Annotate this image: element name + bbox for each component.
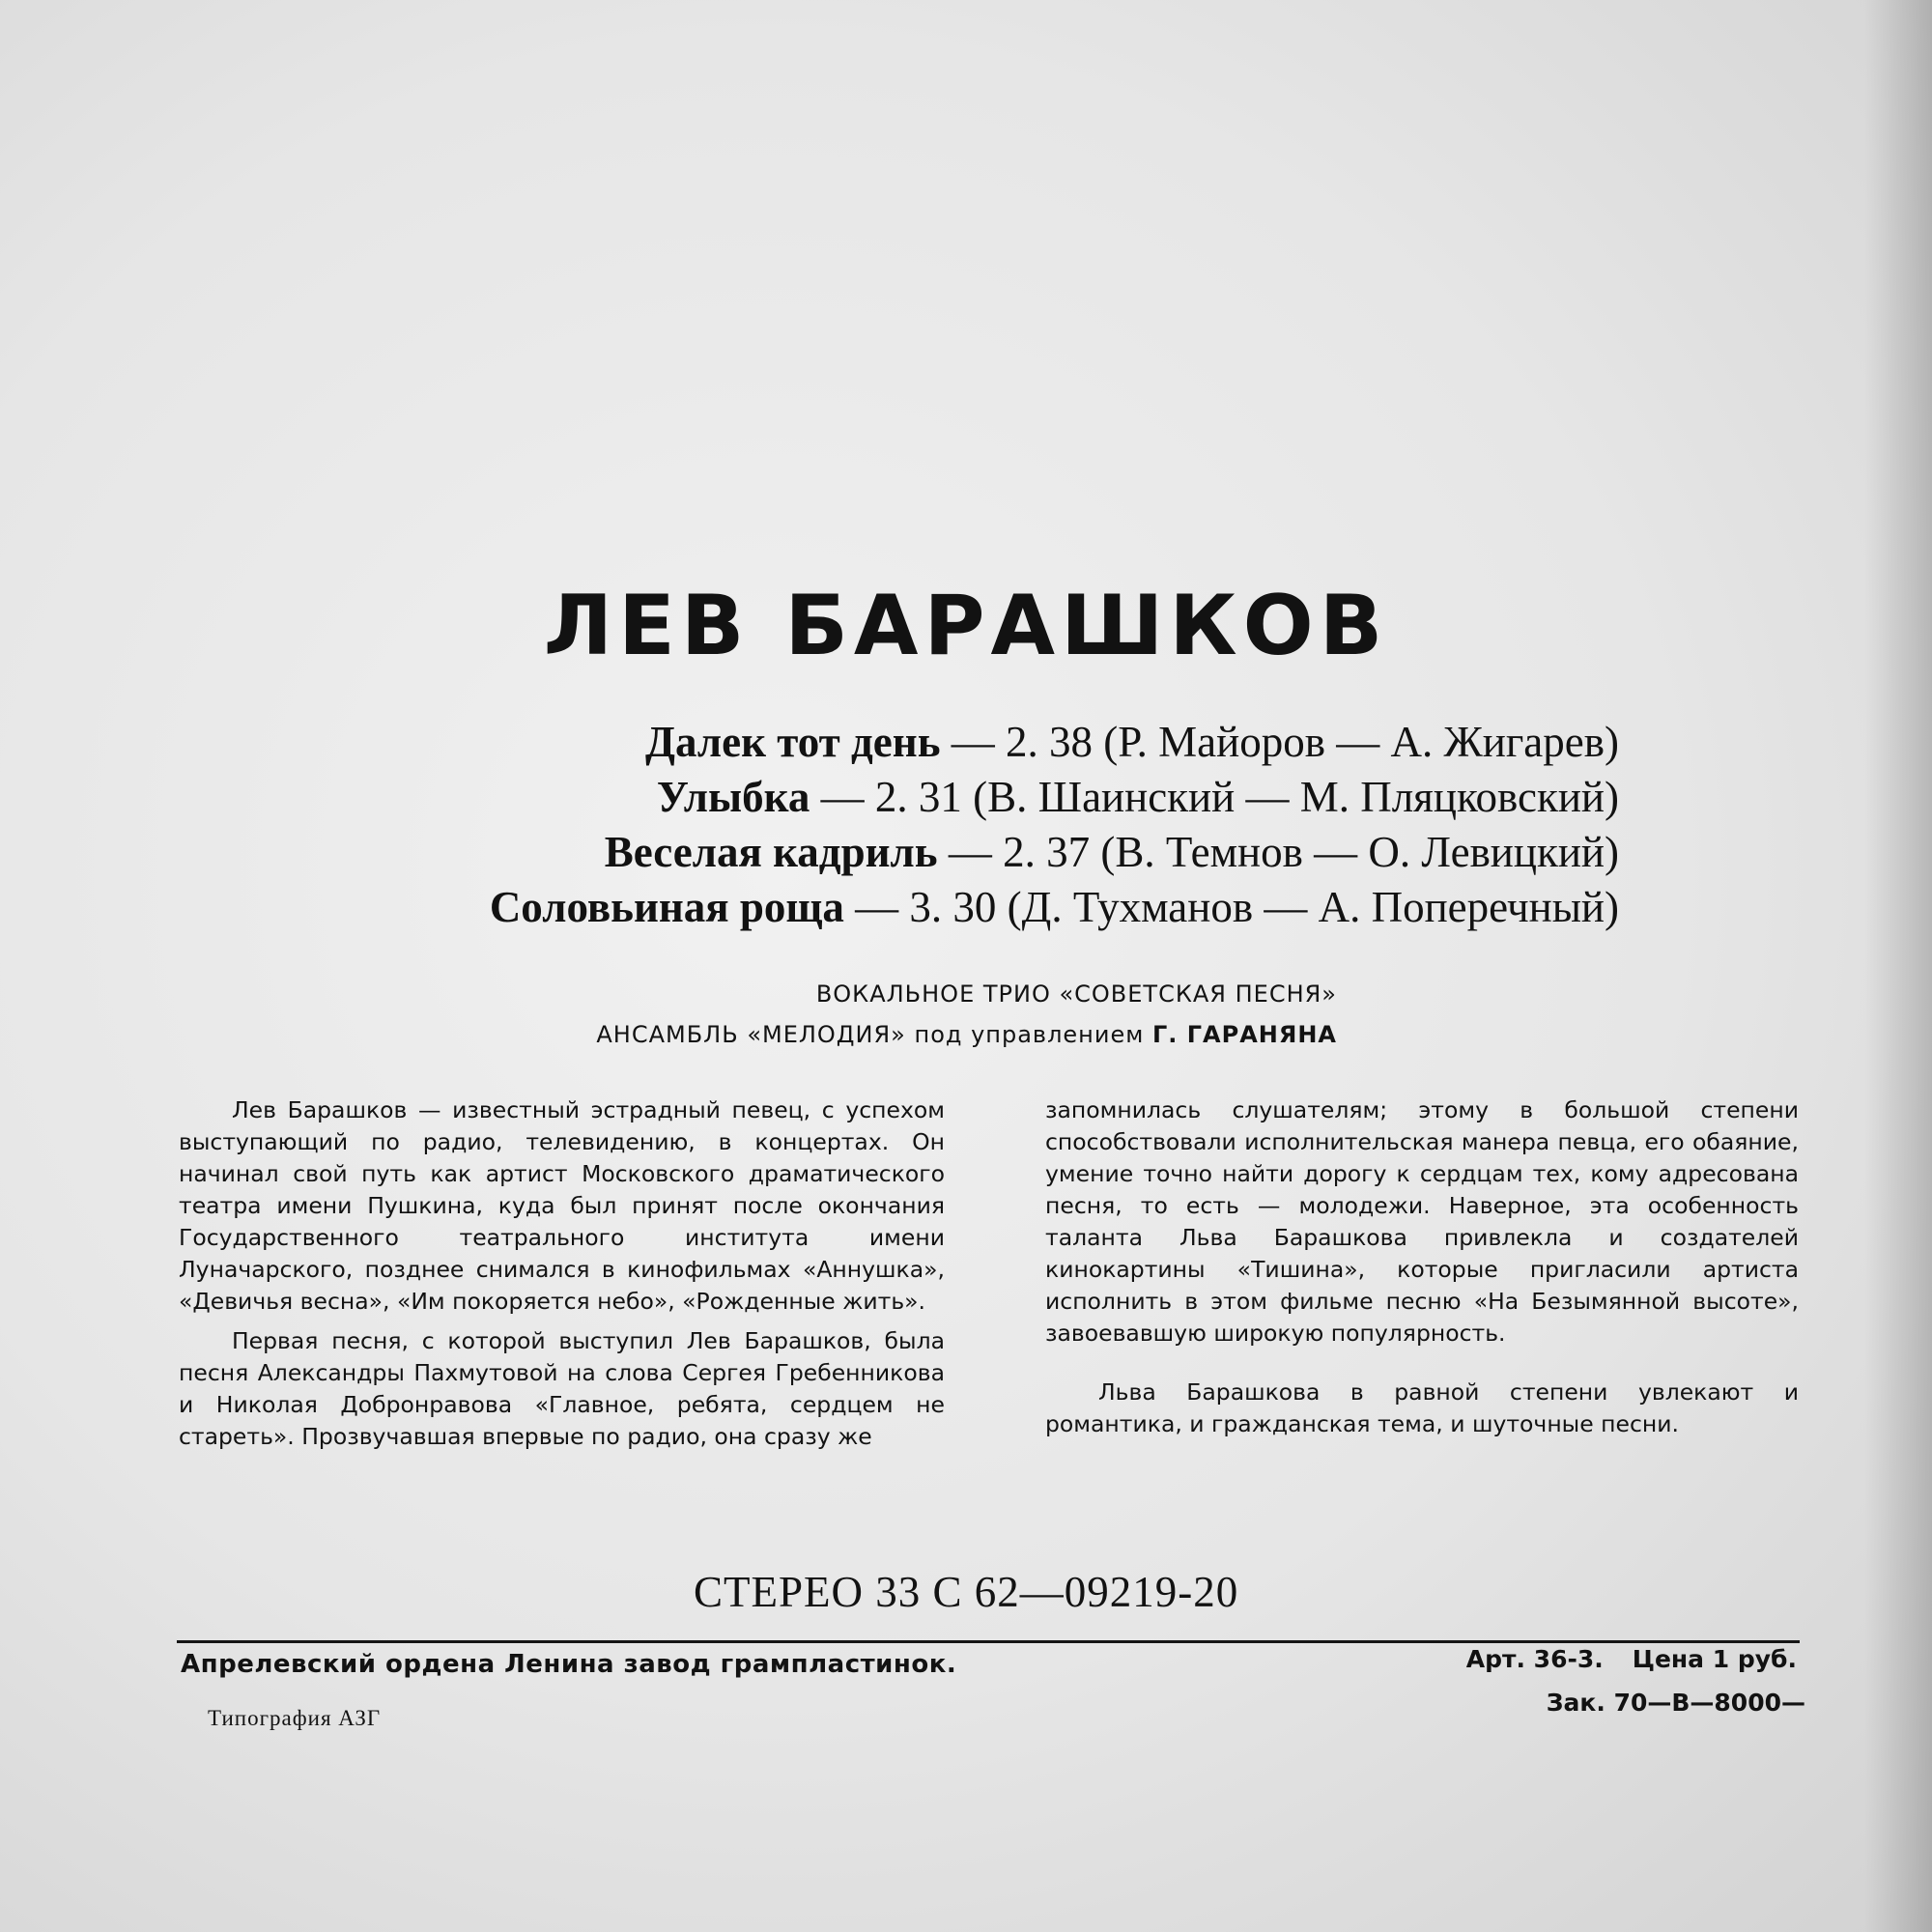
track-list: [0, 715, 1619, 935]
track-details: — 2. 37 (В. Темнов — О. Левицкий): [937, 828, 1619, 876]
track-title: Далек тот день: [645, 718, 941, 766]
ensemble-text: АНСАМБЛЬ «МЕЛОДИЯ» под управлением: [596, 1021, 1152, 1048]
liner-notes-right-column: [1045, 1094, 1799, 1440]
vocal-trio-line: ВОКАЛЬНОЕ ТРИО «СОВЕТСКАЯ ПЕСНЯ»: [815, 980, 1337, 1008]
order-number: Зак. 70—В—8000—: [1546, 1689, 1805, 1717]
track-details: — 2. 38 (Р. Майоров — А. Жигарев): [940, 718, 1619, 766]
track-item: [0, 880, 1619, 935]
conductor-name: Г. ГАРАНЯНА: [1151, 1021, 1337, 1048]
artist-title: ЛЕВ БАРАШКОВ: [543, 578, 1389, 674]
track-title: Улыбка: [656, 773, 810, 821]
printer-name: Типография АЗГ: [208, 1706, 382, 1730]
performers-credit: [0, 974, 1337, 1055]
liner-paragraph: Льва Барашкова в равной степени увлекают и романтика, и гражданская тема, и шуточные песни.: [1045, 1378, 1799, 1437]
track-item: [0, 770, 1619, 825]
track-title: Веселая кадриль: [604, 828, 938, 876]
price: Цена 1 руб.: [1632, 1645, 1797, 1673]
liner-paragraph: Лев Барашков — известный эстрадный певец, с успехом выступающий по радио, телевидению, в концертах. Он начинал свой путь как артист Московского драматического театра имени Пушкина, куда был принят после окончания Государственного театрального института имени Луначарского, позднее снимался в кинофильмах «Аннушка», «Девичья весна», «Им покоряется небо», «Рожденные жить».: [179, 1096, 945, 1315]
ensemble-line: [0, 1014, 1337, 1055]
factory-name: Апрелевский ордена Ленина завод грампластинок.: [181, 1650, 957, 1679]
track-title: Соловьиная роща: [489, 883, 844, 931]
track-item: [0, 715, 1619, 770]
catalog-number: СТЕРЕО 33 С 62—09219-20: [694, 1568, 1239, 1616]
liner-paragraph: запомнилась слушателям; этому в большой степени способствовали исполнительская манера певца, его обаяние, умение точно найти дорогу к сердцам тех, кому адресована песня, то есть — молодежи. Наверное, эта особенность таланта Льва Барашкова привлекла и создателей кинокартины «Тишина», которые пригласили артиста исполнить в этом фильме песню «На Безымянной высоте», завоевавшую широкую популярность.: [1045, 1096, 1799, 1347]
liner-notes-left-column: [179, 1094, 945, 1453]
article-price: [1466, 1642, 1797, 1677]
track-details: — 2. 31 (В. Шаинский — М. Пляцковский): [810, 773, 1619, 821]
track-details: — 3. 30 (Д. Тухманов — А. Поперечный): [843, 883, 1619, 931]
liner-paragraph: Первая песня, с которой выступил Лев Барашков, была песня Александры Пахмутовой на слова Сергея Гребенникова и Николая Добронравова «Главное, ребята, сердцем не стареть». Прозвучавшая впервые по радио, она сразу же: [179, 1327, 945, 1450]
track-item: [0, 825, 1619, 880]
page-edge-shadow: [1864, 0, 1932, 1932]
article-number: Арт. 36-3.: [1465, 1645, 1604, 1673]
